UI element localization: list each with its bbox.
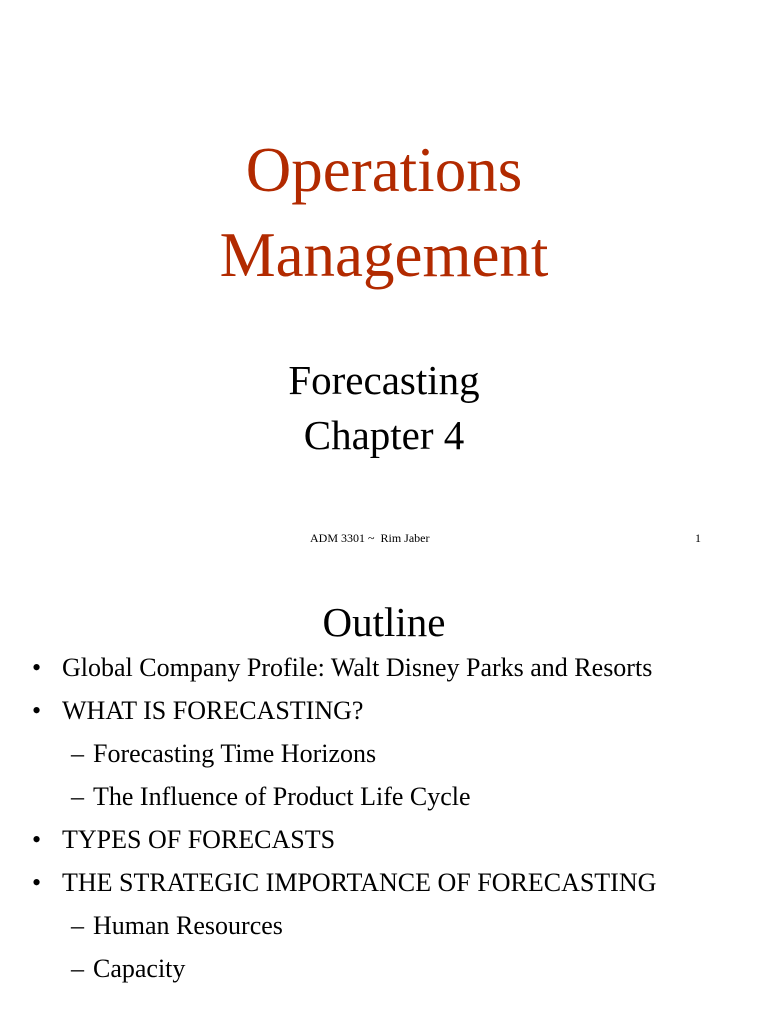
dash-marker: – [71, 739, 84, 768]
dash-marker: – [71, 954, 84, 983]
list-item-text: TYPES OF FORECASTS [62, 825, 336, 854]
outline-list [0, 650, 768, 994]
slide-subtitle-line2: Chapter 4 [303, 412, 465, 458]
slide-title-line2: Management [219, 220, 549, 290]
bullet-marker: • [32, 653, 42, 682]
list-item-text: WHAT IS FORECASTING? [62, 696, 364, 725]
list-item [0, 865, 768, 900]
bullet-marker: • [32, 825, 42, 854]
bullet-marker: • [32, 696, 42, 725]
page-number: 1 [695, 531, 701, 545]
footer-course-author: ADM 3301 ~ Rim Jaber [310, 531, 430, 545]
list-item-text: The Influence of Product Life Cycle [93, 782, 471, 811]
outline-title: Outline [322, 599, 446, 645]
slide-subtitle-line1: Forecasting [288, 357, 480, 403]
list-item [0, 650, 768, 685]
list-item-text: Capacity [93, 954, 186, 983]
dash-marker: – [71, 782, 84, 811]
slide-title-line1: Operations [245, 135, 523, 205]
list-item [0, 736, 768, 771]
list-item [0, 822, 768, 857]
bullet-marker: • [32, 868, 42, 897]
list-item [0, 908, 768, 943]
list-item [0, 693, 768, 728]
list-item [0, 951, 768, 986]
list-item-text: Human Resources [93, 911, 283, 940]
list-item-text: Forecasting Time Horizons [93, 739, 377, 768]
list-item-text: THE STRATEGIC IMPORTANCE OF FORECASTING [62, 868, 657, 897]
list-item-text: Global Company Profile: Walt Disney Parks and Resorts [62, 653, 653, 682]
dash-marker: – [71, 911, 84, 940]
list-item [0, 779, 768, 814]
